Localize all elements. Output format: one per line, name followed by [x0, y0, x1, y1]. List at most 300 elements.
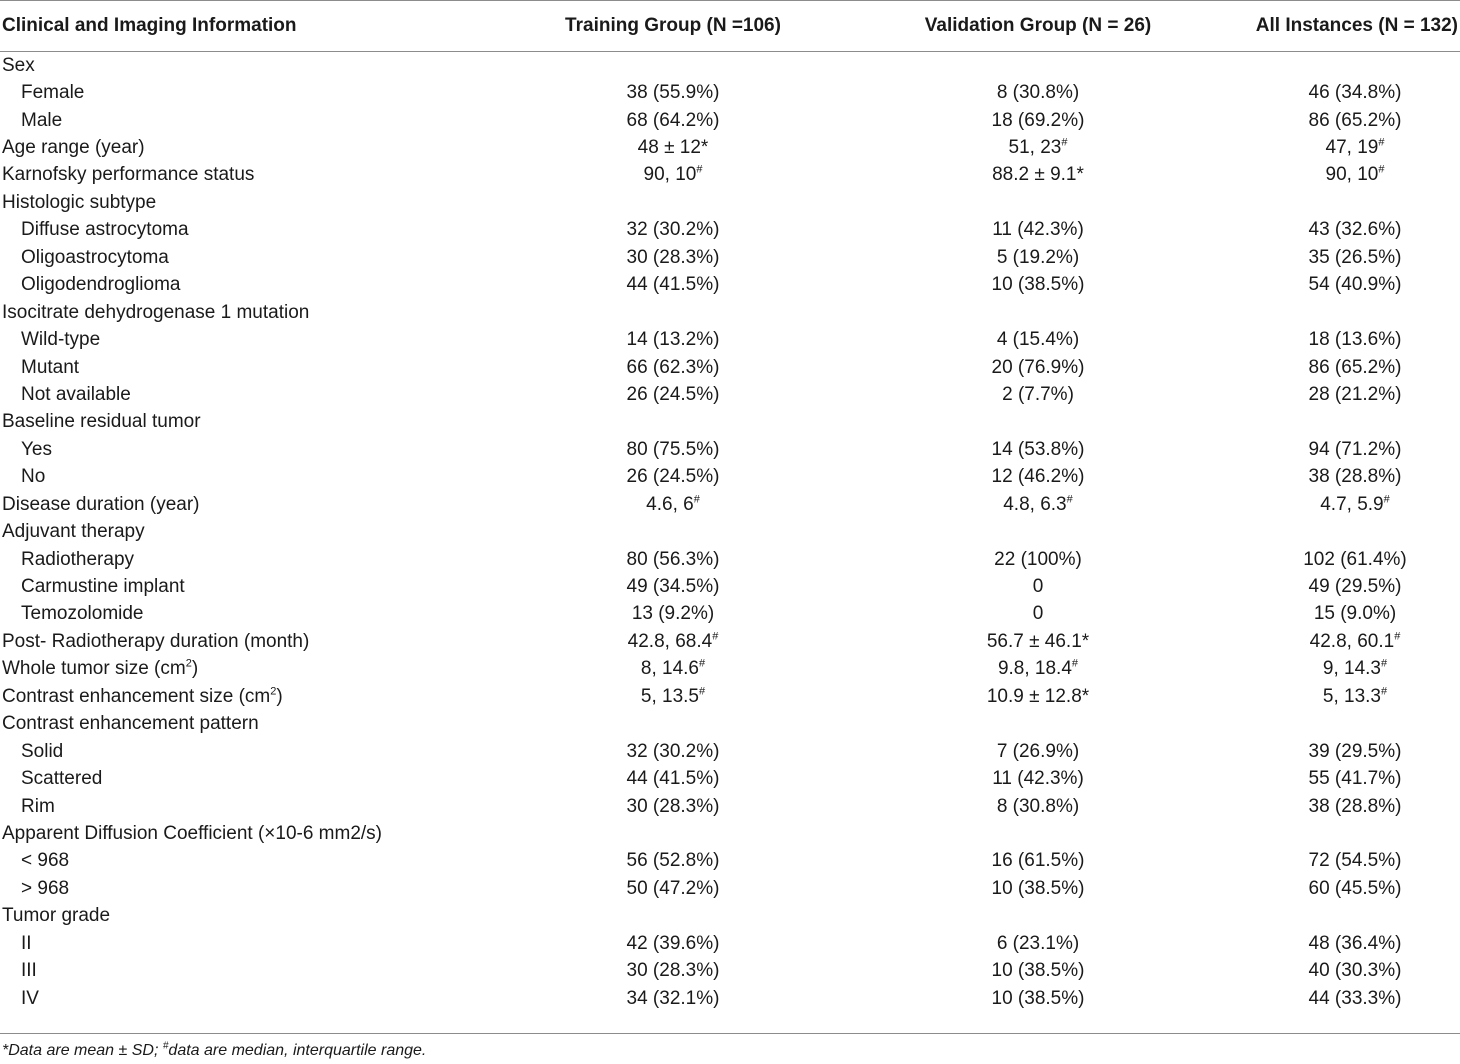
- cell-value: 0: [1032, 603, 1044, 625]
- cell-value: 88.2 ± 9.1*: [992, 164, 1084, 186]
- table-row: [0, 326, 1460, 353]
- row-sub-label: [0, 244, 520, 271]
- all-instances-value: [1250, 162, 1460, 189]
- all-instances-value: [1250, 381, 1460, 408]
- training-value: [520, 162, 826, 189]
- row-label-text: Baseline residual tumor: [2, 411, 201, 433]
- cell-value: 6 (23.1%): [996, 932, 1080, 954]
- validation-value: [826, 765, 1250, 792]
- row-label-text: Histologic subtype: [2, 191, 157, 213]
- cell-value: 42.8, 60.1: [1309, 630, 1395, 652]
- row-label: [0, 711, 520, 738]
- row-sub-label: [0, 464, 520, 491]
- table-row: [0, 628, 1460, 655]
- row-label-tail: ): [276, 685, 283, 707]
- training-value: [520, 930, 826, 957]
- table-bottom-rule: [0, 1033, 1460, 1034]
- cell-value: 5, 13.5: [640, 685, 699, 707]
- cell-footnote-mark: #: [1383, 493, 1390, 506]
- cell-value: 10 (38.5%): [991, 274, 1085, 296]
- table-row: [0, 985, 1460, 1012]
- table-row: [0, 765, 1460, 792]
- table-row: [0, 272, 1460, 299]
- all-instances-value: [1250, 491, 1460, 518]
- row-sub-label: [0, 573, 520, 600]
- row-label-text: Contrast enhancement size (cm: [2, 685, 271, 707]
- cell-footnote-mark: #: [1380, 658, 1388, 671]
- row-sub-label: [0, 272, 520, 299]
- table-row: [0, 820, 1460, 847]
- row-sub-label: [0, 793, 520, 820]
- row-label: [0, 299, 520, 326]
- row-sub-label: [0, 765, 520, 792]
- cell-value: 8 (30.8%): [996, 795, 1080, 817]
- cell-value: 94 (71.2%): [1308, 438, 1402, 460]
- validation-value: [826, 381, 1250, 408]
- row-label-text: Not available: [21, 383, 131, 405]
- row-label-text: Tumor grade: [2, 905, 111, 927]
- cell-value: 16 (61.5%): [991, 850, 1085, 872]
- row-sub-label: [0, 848, 520, 875]
- table-footnote: [2, 1042, 426, 1060]
- cell-value: 18 (13.6%): [1308, 329, 1402, 351]
- row-label: [0, 162, 520, 189]
- row-label-text: Contrast enhancement pattern: [2, 713, 259, 735]
- training-value: [520, 79, 826, 106]
- all-instances-value: [1250, 957, 1460, 984]
- cell-value: 38 (55.9%): [626, 82, 720, 104]
- validation-value: [826, 820, 1250, 847]
- validation-value: [826, 546, 1250, 573]
- all-instances-value: [1250, 518, 1460, 545]
- cell-value: 90, 10: [1325, 164, 1379, 186]
- cell-value: 40 (30.3%): [1308, 960, 1402, 982]
- table-row: [0, 683, 1460, 710]
- cell-value: 30 (28.3%): [626, 246, 720, 268]
- row-label-text: Adjuvant therapy: [2, 521, 145, 543]
- training-value: [520, 189, 826, 216]
- all-instances-value: [1250, 848, 1460, 875]
- table-row: [0, 491, 1460, 518]
- cell-value: 42.8, 68.4: [627, 630, 713, 652]
- validation-value: [826, 491, 1250, 518]
- cell-footnote-mark: #: [698, 658, 706, 671]
- cell-value: 10 (38.5%): [991, 960, 1085, 982]
- row-sub-label: [0, 381, 520, 408]
- cell-footnote-mark: #: [693, 493, 700, 506]
- validation-value: [826, 903, 1250, 930]
- all-instances-value: [1250, 793, 1460, 820]
- cell-value: 28 (21.2%): [1308, 383, 1402, 405]
- training-value: [520, 464, 826, 491]
- cell-value: 0: [1032, 576, 1044, 598]
- validation-value: [826, 134, 1250, 161]
- row-label-superscript: 2: [270, 685, 277, 698]
- cell-value: 22 (100%): [994, 548, 1082, 570]
- validation-value: [826, 628, 1250, 655]
- table-row: [0, 875, 1460, 902]
- training-value: [520, 573, 826, 600]
- all-instances-value: [1250, 601, 1460, 628]
- validation-value: [826, 930, 1250, 957]
- validation-value: [826, 79, 1250, 106]
- cell-value: 18 (69.2%): [991, 109, 1085, 131]
- training-value: [520, 628, 826, 655]
- row-label-text: Carmustine implant: [21, 576, 185, 598]
- all-instances-value: [1250, 930, 1460, 957]
- validation-value: [826, 162, 1250, 189]
- all-instances-value: [1250, 903, 1460, 930]
- cell-footnote-mark: #: [1061, 136, 1068, 149]
- cell-value: 51, 23: [1008, 137, 1062, 159]
- row-label-text: Sex: [2, 54, 35, 76]
- table-row: [0, 52, 1460, 79]
- cell-value: 44 (41.5%): [626, 768, 720, 790]
- training-value: [520, 738, 826, 765]
- cell-value: 7 (26.9%): [996, 740, 1080, 762]
- row-label-text: < 968: [21, 850, 70, 872]
- cell-value: 43 (32.6%): [1308, 219, 1402, 241]
- table-row: [0, 573, 1460, 600]
- cell-value: 9.8, 18.4: [997, 658, 1072, 680]
- table-row: [0, 930, 1460, 957]
- training-value: [520, 244, 826, 271]
- training-value: [520, 601, 826, 628]
- cell-value: 42 (39.6%): [626, 932, 720, 954]
- all-instances-value: [1250, 628, 1460, 655]
- cell-value: 90, 10: [643, 164, 697, 186]
- validation-value: [826, 244, 1250, 271]
- cell-value: 14 (13.2%): [626, 329, 720, 351]
- all-instances-value: [1250, 52, 1460, 79]
- row-label-text: No: [21, 466, 46, 488]
- all-instances-value: [1250, 189, 1460, 216]
- validation-value: [826, 683, 1250, 710]
- cell-value: 10 (38.5%): [991, 877, 1085, 899]
- row-sub-label: [0, 79, 520, 106]
- cell-value: 35 (26.5%): [1308, 246, 1402, 268]
- cell-footnote-mark: #: [698, 685, 706, 698]
- row-label-text: Radiotherapy: [21, 548, 135, 570]
- cell-footnote-mark: #: [696, 164, 703, 177]
- all-instances-value: [1250, 820, 1460, 847]
- table-row: [0, 162, 1460, 189]
- cell-footnote-mark: #: [1378, 164, 1385, 177]
- cell-value: 11 (42.3%): [992, 768, 1084, 790]
- row-label: [0, 491, 520, 518]
- cell-value: 48 ± 12*: [637, 137, 709, 159]
- row-label: [0, 189, 520, 216]
- training-value: [520, 518, 826, 545]
- training-value: [520, 491, 826, 518]
- all-instances-value: [1250, 354, 1460, 381]
- cell-value: 39 (29.5%): [1308, 740, 1402, 762]
- table-row: [0, 299, 1460, 326]
- validation-value: [826, 848, 1250, 875]
- cell-value: 26 (24.5%): [626, 466, 720, 488]
- cell-value: 32 (30.2%): [626, 219, 720, 241]
- cell-footnote-mark: #: [1378, 136, 1385, 149]
- all-instances-value: [1250, 464, 1460, 491]
- table-row: [0, 546, 1460, 573]
- training-value: [520, 546, 826, 573]
- row-label-tail: ): [191, 658, 199, 680]
- all-instances-value: [1250, 134, 1460, 161]
- cell-footnote-mark: #: [712, 630, 719, 643]
- training-value: [520, 656, 826, 683]
- row-label-text: Isocitrate dehydrogenase 1 mutation: [2, 301, 310, 323]
- validation-value: [826, 711, 1250, 738]
- row-sub-label: [0, 601, 520, 628]
- footnote-mean-sd: *Data are mean ± SD;: [2, 1042, 163, 1059]
- row-label-text: Whole tumor size (cm: [2, 658, 186, 680]
- table-row: [0, 217, 1460, 244]
- cell-value: 30 (28.3%): [626, 795, 720, 817]
- row-sub-label: [0, 930, 520, 957]
- cell-footnote-mark: #: [1071, 658, 1079, 671]
- training-value: [520, 217, 826, 244]
- validation-value: [826, 299, 1250, 326]
- validation-value: [826, 656, 1250, 683]
- training-value: [520, 409, 826, 436]
- cell-value: 4.7, 5.9: [1320, 493, 1384, 515]
- table-row: [0, 409, 1460, 436]
- cell-value: 10 (38.5%): [991, 987, 1085, 1009]
- all-instances-value: [1250, 875, 1460, 902]
- row-label-text: > 968: [21, 877, 70, 899]
- cell-value: 49 (34.5%): [626, 576, 720, 598]
- cell-value: 38 (28.8%): [1308, 795, 1402, 817]
- row-sub-label: [0, 326, 520, 353]
- row-label-text: Age range (year): [2, 137, 145, 159]
- table-row: [0, 134, 1460, 161]
- training-value: [520, 848, 826, 875]
- training-value: [520, 765, 826, 792]
- validation-value: [826, 52, 1250, 79]
- validation-value: [826, 793, 1250, 820]
- table-row: [0, 107, 1460, 134]
- header-training-group: Training Group (N =106): [565, 15, 781, 36]
- all-instances-value: [1250, 711, 1460, 738]
- cell-value: 34 (32.1%): [626, 987, 720, 1009]
- row-label-text: Solid: [21, 740, 64, 762]
- table-row: [0, 354, 1460, 381]
- row-sub-label: [0, 957, 520, 984]
- cell-value: 15 (9.0%): [1313, 603, 1397, 625]
- table-row: [0, 738, 1460, 765]
- cell-value: 55 (41.7%): [1308, 768, 1402, 790]
- row-label-text: Apparent Diffusion Coefficient (×10-6 mm2/s): [2, 822, 383, 844]
- training-value: [520, 52, 826, 79]
- cell-value: 13 (9.2%): [631, 603, 715, 625]
- cell-value: 66 (62.3%): [626, 356, 720, 378]
- training-value: [520, 985, 826, 1012]
- cell-value: 2 (7.7%): [1002, 383, 1074, 405]
- table-row: [0, 601, 1460, 628]
- all-instances-value: [1250, 409, 1460, 436]
- cell-value: 9, 14.3: [1322, 658, 1381, 680]
- cell-value: 80 (56.3%): [626, 548, 720, 570]
- table-row: [0, 957, 1460, 984]
- cell-value: 14 (53.8%): [991, 438, 1085, 460]
- validation-value: [826, 217, 1250, 244]
- validation-value: [826, 957, 1250, 984]
- all-instances-value: [1250, 985, 1460, 1012]
- row-label-text: Post- Radiotherapy duration (month): [2, 630, 310, 652]
- all-instances-value: [1250, 656, 1460, 683]
- validation-value: [826, 107, 1250, 134]
- row-label: [0, 903, 520, 930]
- row-label: [0, 134, 520, 161]
- row-label-text: Temozolomide: [21, 603, 144, 625]
- table-row: [0, 244, 1460, 271]
- validation-value: [826, 875, 1250, 902]
- all-instances-value: [1250, 546, 1460, 573]
- cell-value: 8 (30.8%): [996, 82, 1080, 104]
- row-sub-label: [0, 738, 520, 765]
- row-label-text: Disease duration (year): [2, 493, 200, 515]
- row-label: [0, 52, 520, 79]
- table-row: [0, 848, 1460, 875]
- cell-value: 5, 13.3: [1322, 685, 1381, 707]
- row-label-text: Karnofsky performance status: [2, 164, 255, 186]
- training-value: [520, 381, 826, 408]
- cell-value: 20 (76.9%): [991, 356, 1085, 378]
- validation-value: [826, 985, 1250, 1012]
- validation-value: [826, 601, 1250, 628]
- all-instances-value: [1250, 765, 1460, 792]
- table-row: [0, 79, 1460, 106]
- row-label: [0, 409, 520, 436]
- all-instances-value: [1250, 272, 1460, 299]
- training-value: [520, 299, 826, 326]
- all-instances-value: [1250, 79, 1460, 106]
- row-label: [0, 683, 520, 710]
- row-sub-label: [0, 107, 520, 134]
- validation-value: [826, 326, 1250, 353]
- cell-value: 47, 19: [1325, 137, 1379, 159]
- cell-value: 12 (46.2%): [991, 466, 1085, 488]
- training-value: [520, 875, 826, 902]
- cell-value: 32 (30.2%): [626, 740, 720, 762]
- cell-value: 38 (28.8%): [1308, 466, 1402, 488]
- header-all-instances: All Instances (N = 132): [1255, 15, 1458, 36]
- cell-value: 86 (65.2%): [1308, 109, 1402, 131]
- training-value: [520, 793, 826, 820]
- validation-value: [826, 573, 1250, 600]
- all-instances-value: [1250, 738, 1460, 765]
- validation-value: [826, 738, 1250, 765]
- row-label-text: Scattered: [21, 768, 103, 790]
- training-value: [520, 272, 826, 299]
- validation-value: [826, 189, 1250, 216]
- table-row: [0, 518, 1460, 545]
- cell-value: 4.6, 6: [646, 493, 694, 515]
- cell-value: 56 (52.8%): [626, 850, 720, 872]
- row-label-superscript: 2: [185, 658, 192, 671]
- cell-value: 49 (29.5%): [1308, 576, 1402, 598]
- cell-value: 50 (47.2%): [626, 877, 720, 899]
- all-instances-value: [1250, 326, 1460, 353]
- row-sub-label: [0, 217, 520, 244]
- row-label-text: Male: [21, 109, 63, 131]
- header-clinical-imaging-information: Clinical and Imaging Information: [2, 15, 297, 36]
- training-value: [520, 134, 826, 161]
- training-value: [520, 683, 826, 710]
- training-value: [520, 107, 826, 134]
- row-label-text: II: [21, 932, 32, 954]
- cell-value: 8, 14.6: [640, 658, 699, 680]
- cell-footnote-mark: #: [1394, 630, 1401, 643]
- row-sub-label: [0, 354, 520, 381]
- all-instances-value: [1250, 573, 1460, 600]
- row-label: [0, 820, 520, 847]
- cell-value: 60 (45.5%): [1308, 877, 1402, 899]
- row-sub-label: [0, 985, 520, 1012]
- table-header-row: [0, 0, 1460, 52]
- cell-value: 4.8, 6.3: [1003, 493, 1067, 515]
- cell-value: 68 (64.2%): [626, 109, 720, 131]
- cell-value: 44 (33.3%): [1308, 987, 1402, 1009]
- cell-value: 46 (34.8%): [1308, 82, 1402, 104]
- training-value: [520, 903, 826, 930]
- row-label-text: Wild-type: [21, 329, 101, 351]
- cell-value: 4 (15.4%): [996, 329, 1080, 351]
- table-row: [0, 189, 1460, 216]
- cell-value: 102 (61.4%): [1303, 548, 1407, 570]
- validation-value: [826, 409, 1250, 436]
- all-instances-value: [1250, 683, 1460, 710]
- training-value: [520, 820, 826, 847]
- row-label-text: Rim: [21, 795, 55, 817]
- header-validation-group: Validation Group (N = 26): [924, 15, 1152, 36]
- all-instances-value: [1250, 436, 1460, 463]
- table-row: [0, 436, 1460, 463]
- row-label: [0, 628, 520, 655]
- row-label-text: IV: [21, 987, 39, 1009]
- table-row: [0, 381, 1460, 408]
- cell-value: 48 (36.4%): [1308, 932, 1402, 954]
- all-instances-value: [1250, 217, 1460, 244]
- cell-value: 72 (54.5%): [1308, 850, 1402, 872]
- footnote-median-iqr: data are median, interquartile range.: [168, 1042, 427, 1059]
- table-row: [0, 903, 1460, 930]
- training-value: [520, 354, 826, 381]
- all-instances-value: [1250, 107, 1460, 134]
- row-label-text: Yes: [21, 438, 52, 460]
- all-instances-value: [1250, 244, 1460, 271]
- cell-value: 80 (75.5%): [626, 438, 720, 460]
- cell-value: 5 (19.2%): [996, 246, 1080, 268]
- training-value: [520, 711, 826, 738]
- cell-value: 54 (40.9%): [1308, 274, 1402, 296]
- validation-value: [826, 518, 1250, 545]
- training-value: [520, 957, 826, 984]
- footnote-hash-mark: #: [162, 1040, 169, 1052]
- validation-value: [826, 272, 1250, 299]
- cell-footnote-mark: #: [1380, 685, 1388, 698]
- table-row: [0, 656, 1460, 683]
- row-label: [0, 518, 520, 545]
- validation-value: [826, 436, 1250, 463]
- row-label-text: III: [21, 960, 37, 982]
- row-label: [0, 656, 520, 683]
- cell-value: 30 (28.3%): [626, 960, 720, 982]
- table-row: [0, 464, 1460, 491]
- row-sub-label: [0, 546, 520, 573]
- row-label-text: Diffuse astrocytoma: [21, 219, 189, 241]
- cell-value: 86 (65.2%): [1308, 356, 1402, 378]
